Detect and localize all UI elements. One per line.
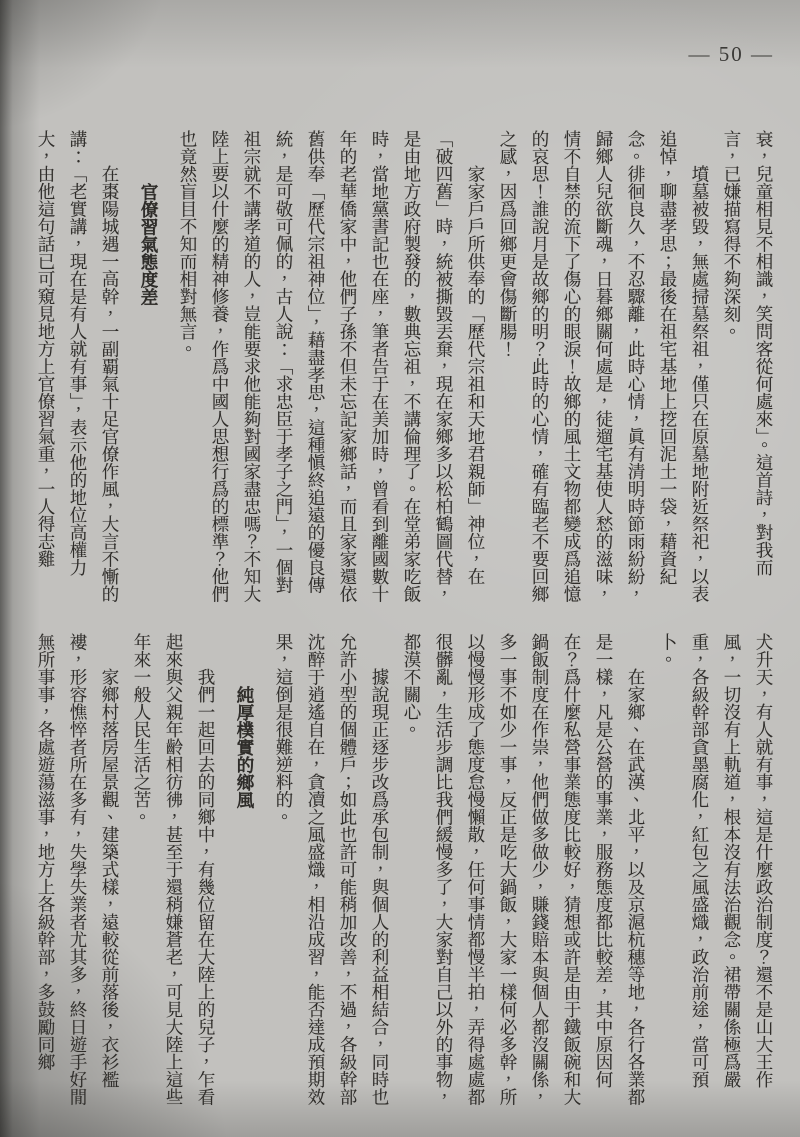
paragraph-graves-destroyed: 墳墓被毀，無處掃墓祭祖，僅只在原墓地附近祭祀，以表追悼，聊盡孝思；最後在祖宅基地上挖回泥土一袋，藉資紀念。徘徊良久，不忍驟離，此時心情，眞有清明時節雨紛紛，歸鄉人兒欲斷魂，日暮鄉關何處是，徒遛宅基使人愁的滋味，情不自禁的流下了傷心的眼淚！故鄉的風土文物都變成爲追憶的哀思！誰說月是故鄉的明？此時的心情，確有臨老不要回鄉之感，因爲回鄉更會傷斷腸！	[498, 130, 710, 603]
text-band-bottom	[24, 633, 780, 1111]
paragraph-continued-from-previous-page: 衰，兒童相見不相識，笑問客從何處來」。這首詩，對我而言，已嫌描寫得不夠深刻。	[722, 130, 774, 577]
paragraph-continued-political-system: 犬升天，有人就有事，這是什麼政治制度？還不是山大王作風，一切沒有上軌道，根本沒有法治觀念。裙帶關係極爲嚴重，各級幹部貪墨腐化，紅包之風盛熾，政治前途，當可預卜。	[658, 633, 774, 1088]
paragraph-village-housing: 家鄉村落房屋景觀、建築式樣，遠較從前落後，衣衫襤褸，形容憔悴者所在多有，失學失業者尤其多，終日遊手好閒無所事事，各處遊蕩滋事，地方上各級幹部，多鼓勵同鄉	[36, 633, 120, 1106]
section-heading-simple-village-customs: 純厚樸實的鄉風	[235, 685, 255, 808]
paragraph-public-enterprise-service: 在家鄉、在武漢、北平，以及京滬杭穗等地，各行各業都是一樣，凡是公營的事業，服務態度都比較差，其中原因何在？爲什麼私營事業態度比較好，猜想或許是由于鐵飯碗和大鍋飯制度在作祟，他們做多做少，賺錢賠本與個人都沒關係，多一事不如少一事，反正是吃大鍋飯，大家一樣何必多幹，所以慢慢形成了態度怠慢懶散，任何事情都慢半拍，弄得處處都很髒亂，生活步調比我們緩慢多了，大家對自己以外的事物，都漠不關心。	[402, 633, 646, 1106]
paragraph-ancestral-tablets: 家家戶戶所供奉的「歷代宗祖和天地君親師」神位，在「破四舊」時，統被撕毀丟棄，現在家鄉多以松柏鶴圖代替，是由地方政府製發的，數典忘祖，不講倫理了。在堂弟家吃飯時，當地黨書記也在座，筆者告于在美加時，曾看到離國數十年的老華僑家中，他們子孫不但未忘記家鄉話，而且家家還依舊供奉「歷代宗祖神位」，藉盡孝思，這種愼終追遠的優良傳統，是可敬可佩的，古人說：「求忠臣于孝子之門」，一個對祖宗就不講孝道的人，豈能要求他能夠對國家盡忠嗎？不知大陸上要以什麼的精神修養，作爲中國人思想行爲的標準？他們也竟然盲目不知而相對無言。	[178, 130, 486, 603]
paragraph-contract-system-reform: 據說現正逐步改爲承包制，與個人的利益相結合，同時也允許小型的個體戶；如此也許可能稍加改善，不過，各級幹部沈醉于逍遙自在，貪凟之風盛熾，相沿成習，能否達成預期效果，這倒是很難逆料的。	[274, 633, 390, 1106]
paragraph-sons-on-mainland: 我們一起回去的同鄉中，有幾位留在大陸上的兒子，乍看起來與父親年齡相彷彿，甚至于還稍嫌蒼老，可見大陸上這些年來一般人民生活之苦。	[132, 633, 216, 1106]
page-number: — 50 —	[688, 42, 774, 66]
paragraph-zaoyang-cadre: 在棗陽城遇一高幹，一副覇氣十足官僚作風，大言不慚的講：「老實講，現在是有人就有事」，表示他的地位高權力大，由他這句話已可窺見地方上官僚習氣重，一人得志雞	[36, 130, 120, 603]
section-heading-bureaucratic-attitude: 官僚習氣態度差	[139, 182, 159, 305]
text-band-top	[24, 130, 780, 608]
